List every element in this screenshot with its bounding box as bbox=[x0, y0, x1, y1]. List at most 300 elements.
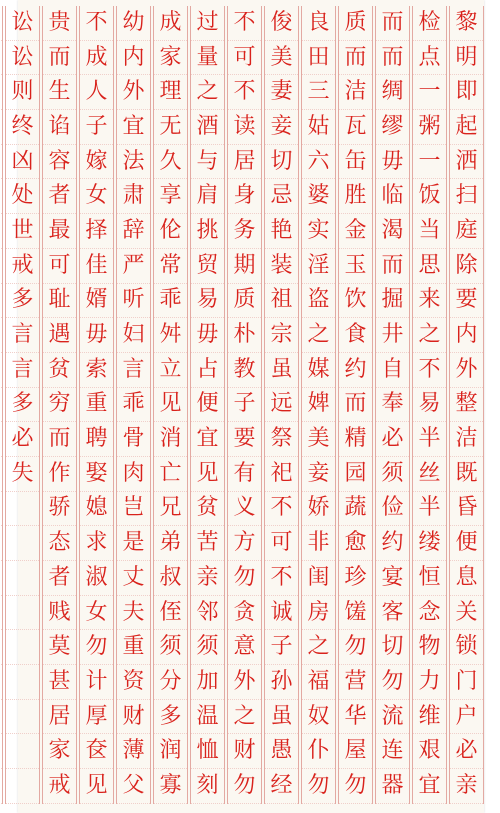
char-cell: 叔 bbox=[154, 561, 187, 596]
char-cell: 粥 bbox=[413, 110, 446, 145]
char-cell: 听 bbox=[117, 284, 150, 319]
text-column-9 bbox=[153, 6, 188, 804]
text-column-5 bbox=[301, 6, 336, 804]
char-cell: 仆 bbox=[302, 734, 335, 769]
char-cell: 客 bbox=[376, 596, 409, 631]
char-cell: 义 bbox=[228, 492, 261, 527]
char-cell: 良 bbox=[302, 6, 335, 41]
text-column-4 bbox=[338, 6, 373, 804]
char-cell: 穷 bbox=[43, 388, 76, 423]
char-cell: 女 bbox=[80, 179, 113, 214]
char-cell: 岂 bbox=[117, 492, 150, 527]
char-cell: 骄 bbox=[43, 492, 76, 527]
char-cell: 息 bbox=[450, 561, 483, 596]
char-cell: 瓦 bbox=[339, 110, 372, 145]
char-cell bbox=[6, 561, 39, 596]
char-cell: 易 bbox=[413, 388, 446, 423]
char-cell: 寡 bbox=[154, 769, 187, 804]
signature-char bbox=[0, 492, 2, 527]
char-cell: 家 bbox=[43, 734, 76, 769]
char-cell: 居 bbox=[43, 700, 76, 735]
char-cell: 常 bbox=[154, 249, 187, 284]
char-cell: 勿 bbox=[228, 769, 261, 804]
char-cell: 闺 bbox=[302, 561, 335, 596]
char-cell: 亡 bbox=[154, 457, 187, 492]
char-cell: 重 bbox=[117, 630, 150, 665]
char-cell: 不 bbox=[228, 75, 261, 110]
char-cell: 而 bbox=[339, 41, 372, 76]
char-cell: 家 bbox=[154, 41, 187, 76]
char-cell: 勿 bbox=[339, 769, 372, 804]
char-cell: 润 bbox=[154, 734, 187, 769]
signature-char bbox=[0, 318, 2, 353]
char-cell: 饭 bbox=[413, 179, 446, 214]
text-column-6 bbox=[264, 6, 299, 804]
char-cell: 见 bbox=[154, 388, 187, 423]
char-cell: 多 bbox=[6, 388, 39, 423]
char-cell: 婢 bbox=[302, 388, 335, 423]
char-cell: 婿 bbox=[80, 284, 113, 319]
char-cell: 聘 bbox=[80, 422, 113, 457]
char-cell: 力 bbox=[413, 665, 446, 700]
char-cell: 既 bbox=[450, 457, 483, 492]
char-cell: 而 bbox=[339, 388, 372, 423]
char-cell: 愚 bbox=[265, 734, 298, 769]
char-cell: 弟 bbox=[154, 526, 187, 561]
char-cell: 食 bbox=[339, 318, 372, 353]
char-cell: 读 bbox=[228, 110, 261, 145]
char-cell: 井 bbox=[376, 318, 409, 353]
char-cell: 宗 bbox=[265, 318, 298, 353]
char-cell: 玉 bbox=[339, 249, 372, 284]
char-cell: 肩 bbox=[191, 179, 224, 214]
char-cell: 子 bbox=[80, 110, 113, 145]
char-cell: 淫 bbox=[302, 249, 335, 284]
char-cell: 言 bbox=[6, 318, 39, 353]
char-cell: 姑 bbox=[302, 110, 335, 145]
char-cell: 胜 bbox=[339, 179, 372, 214]
char-cell: 来 bbox=[413, 284, 446, 319]
char-cell: 遇 bbox=[43, 318, 76, 353]
char-cell: 务 bbox=[228, 214, 261, 249]
char-cell: 无 bbox=[154, 110, 187, 145]
signature-char bbox=[0, 214, 2, 249]
char-cell: 必 bbox=[6, 422, 39, 457]
char-cell: 便 bbox=[191, 388, 224, 423]
char-cell: 庭 bbox=[450, 214, 483, 249]
char-cell: 质 bbox=[339, 6, 372, 41]
char-cell: 是 bbox=[117, 526, 150, 561]
char-cell: 营 bbox=[339, 665, 372, 700]
char-cell: 质 bbox=[228, 284, 261, 319]
char-cell: 点 bbox=[413, 41, 446, 76]
text-column-13 bbox=[5, 6, 40, 804]
char-cell: 毋 bbox=[191, 318, 224, 353]
char-cell: 自 bbox=[376, 353, 409, 388]
signature-char bbox=[0, 596, 2, 631]
char-cell: 兄 bbox=[154, 492, 187, 527]
char-cell: 邻 bbox=[191, 596, 224, 631]
char-cell bbox=[6, 630, 39, 665]
char-cell: 六 bbox=[302, 145, 335, 180]
char-cell: 须 bbox=[191, 630, 224, 665]
char-cell: 人 bbox=[80, 75, 113, 110]
char-cell: 绸 bbox=[376, 75, 409, 110]
char-cell: 耻 bbox=[43, 284, 76, 319]
char-cell: 掘 bbox=[376, 284, 409, 319]
char-cell: 娇 bbox=[302, 492, 335, 527]
signature-column bbox=[0, 6, 3, 804]
text-column-7 bbox=[227, 6, 262, 804]
char-cell: 洁 bbox=[450, 422, 483, 457]
signature-char bbox=[0, 388, 2, 423]
char-cell: 思 bbox=[413, 249, 446, 284]
char-cell: 媒 bbox=[302, 353, 335, 388]
char-cell: 财 bbox=[117, 700, 150, 735]
char-cell: 洁 bbox=[339, 75, 372, 110]
char-cell: 维 bbox=[413, 700, 446, 735]
char-cell: 女 bbox=[80, 596, 113, 631]
char-cell: 奉 bbox=[376, 388, 409, 423]
char-cell: 则 bbox=[6, 75, 39, 110]
char-cell: 门 bbox=[450, 665, 483, 700]
signature-char bbox=[0, 457, 2, 492]
text-column-1 bbox=[449, 6, 484, 804]
char-cell: 之 bbox=[228, 700, 261, 735]
char-cell: 贪 bbox=[228, 596, 261, 631]
char-cell: 之 bbox=[413, 318, 446, 353]
char-cell: 半 bbox=[413, 422, 446, 457]
signature-char bbox=[0, 700, 2, 735]
char-cell: 讼 bbox=[6, 41, 39, 76]
char-cell: 毋 bbox=[376, 145, 409, 180]
char-cell: 刻 bbox=[191, 769, 224, 804]
char-cell: 念 bbox=[413, 596, 446, 631]
char-cell: 馐 bbox=[339, 596, 372, 631]
char-cell: 明 bbox=[450, 41, 483, 76]
char-cell: 勿 bbox=[376, 665, 409, 700]
char-cell: 见 bbox=[191, 457, 224, 492]
char-cell: 宜 bbox=[117, 110, 150, 145]
char-cell: 外 bbox=[228, 665, 261, 700]
char-cell: 起 bbox=[450, 110, 483, 145]
char-cell: 之 bbox=[302, 318, 335, 353]
char-cell: 须 bbox=[376, 457, 409, 492]
signature-char bbox=[0, 6, 2, 41]
char-cell: 器 bbox=[376, 769, 409, 804]
char-cell: 厚 bbox=[80, 700, 113, 735]
char-cell: 言 bbox=[6, 353, 39, 388]
char-cell: 侄 bbox=[154, 596, 187, 631]
char-cell: 夫 bbox=[117, 596, 150, 631]
char-cell: 多 bbox=[154, 700, 187, 735]
char-cell: 祀 bbox=[265, 457, 298, 492]
char-cell: 挑 bbox=[191, 214, 224, 249]
char-cell: 田 bbox=[302, 41, 335, 76]
char-cell: 贸 bbox=[191, 249, 224, 284]
char-cell: 缶 bbox=[339, 145, 372, 180]
char-cell: 淑 bbox=[80, 561, 113, 596]
char-cell: 美 bbox=[265, 41, 298, 76]
char-cell: 凶 bbox=[6, 145, 39, 180]
char-cell: 贱 bbox=[43, 596, 76, 631]
char-cell: 不 bbox=[413, 353, 446, 388]
char-cell: 宜 bbox=[191, 422, 224, 457]
char-cell: 索 bbox=[80, 353, 113, 388]
char-cell: 谄 bbox=[43, 110, 76, 145]
char-cell: 外 bbox=[450, 353, 483, 388]
char-cell: 财 bbox=[228, 734, 261, 769]
char-cell: 诚 bbox=[265, 596, 298, 631]
char-cell: 贫 bbox=[191, 492, 224, 527]
char-cell: 重 bbox=[80, 388, 113, 423]
char-cell: 不 bbox=[80, 6, 113, 41]
signature-char bbox=[0, 41, 2, 76]
char-cell: 装 bbox=[265, 249, 298, 284]
char-cell: 美 bbox=[302, 422, 335, 457]
char-cell: 孙 bbox=[265, 665, 298, 700]
signature-char bbox=[0, 249, 2, 284]
char-cell: 祭 bbox=[265, 422, 298, 457]
char-cell: 实 bbox=[302, 214, 335, 249]
char-cell: 要 bbox=[228, 422, 261, 457]
char-cell: 肉 bbox=[117, 457, 150, 492]
char-cell: 身 bbox=[228, 179, 261, 214]
char-cell: 屋 bbox=[339, 734, 372, 769]
char-cell: 除 bbox=[450, 249, 483, 284]
char-cell: 扫 bbox=[450, 179, 483, 214]
char-cell: 方 bbox=[228, 526, 261, 561]
char-cell: 贵 bbox=[43, 6, 76, 41]
char-cell: 者 bbox=[43, 561, 76, 596]
char-cell: 黎 bbox=[450, 6, 483, 41]
char-cell: 作 bbox=[43, 457, 76, 492]
char-cell: 妻 bbox=[265, 75, 298, 110]
char-cell: 生 bbox=[43, 75, 76, 110]
char-cell: 奴 bbox=[302, 700, 335, 735]
char-cell: 可 bbox=[265, 526, 298, 561]
char-cell: 成 bbox=[154, 6, 187, 41]
char-cell: 检 bbox=[413, 6, 446, 41]
char-cell: 伦 bbox=[154, 214, 187, 249]
char-cell: 妾 bbox=[265, 110, 298, 145]
char-cell: 乖 bbox=[117, 388, 150, 423]
char-cell: 不 bbox=[265, 492, 298, 527]
char-cell: 忌 bbox=[265, 179, 298, 214]
signature-char bbox=[0, 769, 2, 804]
char-cell: 居 bbox=[228, 145, 261, 180]
char-cell: 毋 bbox=[80, 318, 113, 353]
char-cell: 勿 bbox=[302, 769, 335, 804]
char-cell: 虽 bbox=[265, 700, 298, 735]
signature-char bbox=[0, 110, 2, 145]
char-cell bbox=[6, 665, 39, 700]
char-cell: 奁 bbox=[80, 734, 113, 769]
char-cell: 易 bbox=[191, 284, 224, 319]
char-cell: 而 bbox=[43, 41, 76, 76]
char-cell: 流 bbox=[376, 700, 409, 735]
char-cell: 勿 bbox=[339, 630, 372, 665]
char-cell: 舛 bbox=[154, 318, 187, 353]
char-cell: 勿 bbox=[228, 561, 261, 596]
char-cell: 子 bbox=[228, 388, 261, 423]
char-cell: 愈 bbox=[339, 526, 372, 561]
char-cell: 外 bbox=[117, 75, 150, 110]
char-cell: 教 bbox=[228, 353, 261, 388]
char-cell: 半 bbox=[413, 492, 446, 527]
char-cell: 妾 bbox=[302, 457, 335, 492]
char-cell: 便 bbox=[450, 526, 483, 561]
char-cell: 丈 bbox=[117, 561, 150, 596]
signature-char bbox=[0, 179, 2, 214]
char-cell: 多 bbox=[6, 284, 39, 319]
char-cell: 要 bbox=[450, 284, 483, 319]
char-cell: 华 bbox=[339, 700, 372, 735]
char-cell: 物 bbox=[413, 630, 446, 665]
char-cell: 过 bbox=[191, 6, 224, 41]
char-cell: 态 bbox=[43, 526, 76, 561]
text-column-2 bbox=[412, 6, 447, 804]
char-cell: 亲 bbox=[191, 561, 224, 596]
char-cell: 酒 bbox=[191, 110, 224, 145]
char-cell: 宴 bbox=[376, 561, 409, 596]
char-cell: 意 bbox=[228, 630, 261, 665]
char-cell: 成 bbox=[80, 41, 113, 76]
char-cell: 内 bbox=[450, 318, 483, 353]
char-cell: 必 bbox=[450, 734, 483, 769]
char-cell: 俭 bbox=[376, 492, 409, 527]
char-cell bbox=[6, 769, 39, 804]
char-cell: 一 bbox=[413, 145, 446, 180]
char-cell: 约 bbox=[376, 526, 409, 561]
char-cell: 必 bbox=[376, 422, 409, 457]
text-column-8 bbox=[190, 6, 225, 804]
char-cell: 渴 bbox=[376, 214, 409, 249]
char-cell: 丝 bbox=[413, 457, 446, 492]
char-cell: 者 bbox=[43, 179, 76, 214]
char-cell bbox=[6, 526, 39, 561]
text-column-10 bbox=[116, 6, 151, 804]
char-cell: 肃 bbox=[117, 179, 150, 214]
char-cell: 分 bbox=[154, 665, 187, 700]
char-cell: 最 bbox=[43, 214, 76, 249]
char-cell: 恒 bbox=[413, 561, 446, 596]
char-cell: 艰 bbox=[413, 734, 446, 769]
signature-char bbox=[0, 665, 2, 700]
char-cell: 婆 bbox=[302, 179, 335, 214]
char-cell: 而 bbox=[376, 41, 409, 76]
char-cell: 贫 bbox=[43, 353, 76, 388]
signature-char bbox=[0, 422, 2, 457]
signature-char bbox=[0, 630, 2, 665]
char-cell: 期 bbox=[228, 249, 261, 284]
char-cell: 俊 bbox=[265, 6, 298, 41]
char-cell: 祖 bbox=[265, 284, 298, 319]
char-cell: 享 bbox=[154, 179, 187, 214]
char-cell: 即 bbox=[450, 75, 483, 110]
char-cell: 娶 bbox=[80, 457, 113, 492]
char-cell: 占 bbox=[191, 353, 224, 388]
char-cell: 可 bbox=[228, 41, 261, 76]
signature-char bbox=[0, 284, 2, 319]
char-cell: 加 bbox=[191, 665, 224, 700]
char-cell: 之 bbox=[191, 75, 224, 110]
char-cell: 当 bbox=[413, 214, 446, 249]
calligraphy-sheet bbox=[11, 0, 484, 813]
char-cell: 佳 bbox=[80, 249, 113, 284]
char-cell: 远 bbox=[265, 388, 298, 423]
char-cell: 量 bbox=[191, 41, 224, 76]
char-cell bbox=[6, 700, 39, 735]
char-cell: 容 bbox=[43, 145, 76, 180]
char-cell: 恤 bbox=[191, 734, 224, 769]
char-cell: 立 bbox=[154, 353, 187, 388]
char-cell: 珍 bbox=[339, 561, 372, 596]
char-cell: 而 bbox=[376, 6, 409, 41]
char-cell: 盗 bbox=[302, 284, 335, 319]
char-cell: 法 bbox=[117, 145, 150, 180]
char-cell: 宜 bbox=[413, 769, 446, 804]
char-cell: 可 bbox=[43, 249, 76, 284]
char-cell: 甚 bbox=[43, 665, 76, 700]
char-cell: 非 bbox=[302, 526, 335, 561]
char-cell: 戒 bbox=[6, 249, 39, 284]
char-cell: 择 bbox=[80, 214, 113, 249]
char-cell: 连 bbox=[376, 734, 409, 769]
char-cell: 不 bbox=[228, 6, 261, 41]
char-cell: 与 bbox=[191, 145, 224, 180]
char-cell: 缕 bbox=[413, 526, 446, 561]
char-cell: 洒 bbox=[450, 145, 483, 180]
char-cell: 整 bbox=[450, 388, 483, 423]
char-cell: 失 bbox=[6, 457, 39, 492]
char-cell: 金 bbox=[339, 214, 372, 249]
char-cell bbox=[6, 734, 39, 769]
signature-char bbox=[0, 75, 2, 110]
char-cell: 骨 bbox=[117, 422, 150, 457]
char-cell: 之 bbox=[302, 630, 335, 665]
char-cell: 园 bbox=[339, 457, 372, 492]
char-cell: 福 bbox=[302, 665, 335, 700]
char-cell: 戒 bbox=[43, 769, 76, 804]
char-cell: 嫁 bbox=[80, 145, 113, 180]
signature-char bbox=[0, 526, 2, 561]
char-cell: 须 bbox=[154, 630, 187, 665]
char-cell: 处 bbox=[6, 179, 39, 214]
char-cell: 三 bbox=[302, 75, 335, 110]
char-cell: 朴 bbox=[228, 318, 261, 353]
char-cell: 勿 bbox=[80, 630, 113, 665]
char-cell: 温 bbox=[191, 700, 224, 735]
char-cell: 薄 bbox=[117, 734, 150, 769]
char-cell: 房 bbox=[302, 596, 335, 631]
char-cell: 蔬 bbox=[339, 492, 372, 527]
char-cell: 幼 bbox=[117, 6, 150, 41]
char-cell: 昏 bbox=[450, 492, 483, 527]
character-grid bbox=[11, 6, 484, 804]
char-cell: 见 bbox=[80, 769, 113, 804]
char-cell: 久 bbox=[154, 145, 187, 180]
signature-char bbox=[0, 353, 2, 388]
char-cell: 不 bbox=[265, 561, 298, 596]
char-cell: 父 bbox=[117, 769, 150, 804]
text-column-3 bbox=[375, 6, 410, 804]
char-cell: 子 bbox=[265, 630, 298, 665]
char-cell: 媳 bbox=[80, 492, 113, 527]
char-cell: 精 bbox=[339, 422, 372, 457]
char-cell: 理 bbox=[154, 75, 187, 110]
char-cell: 缪 bbox=[376, 110, 409, 145]
